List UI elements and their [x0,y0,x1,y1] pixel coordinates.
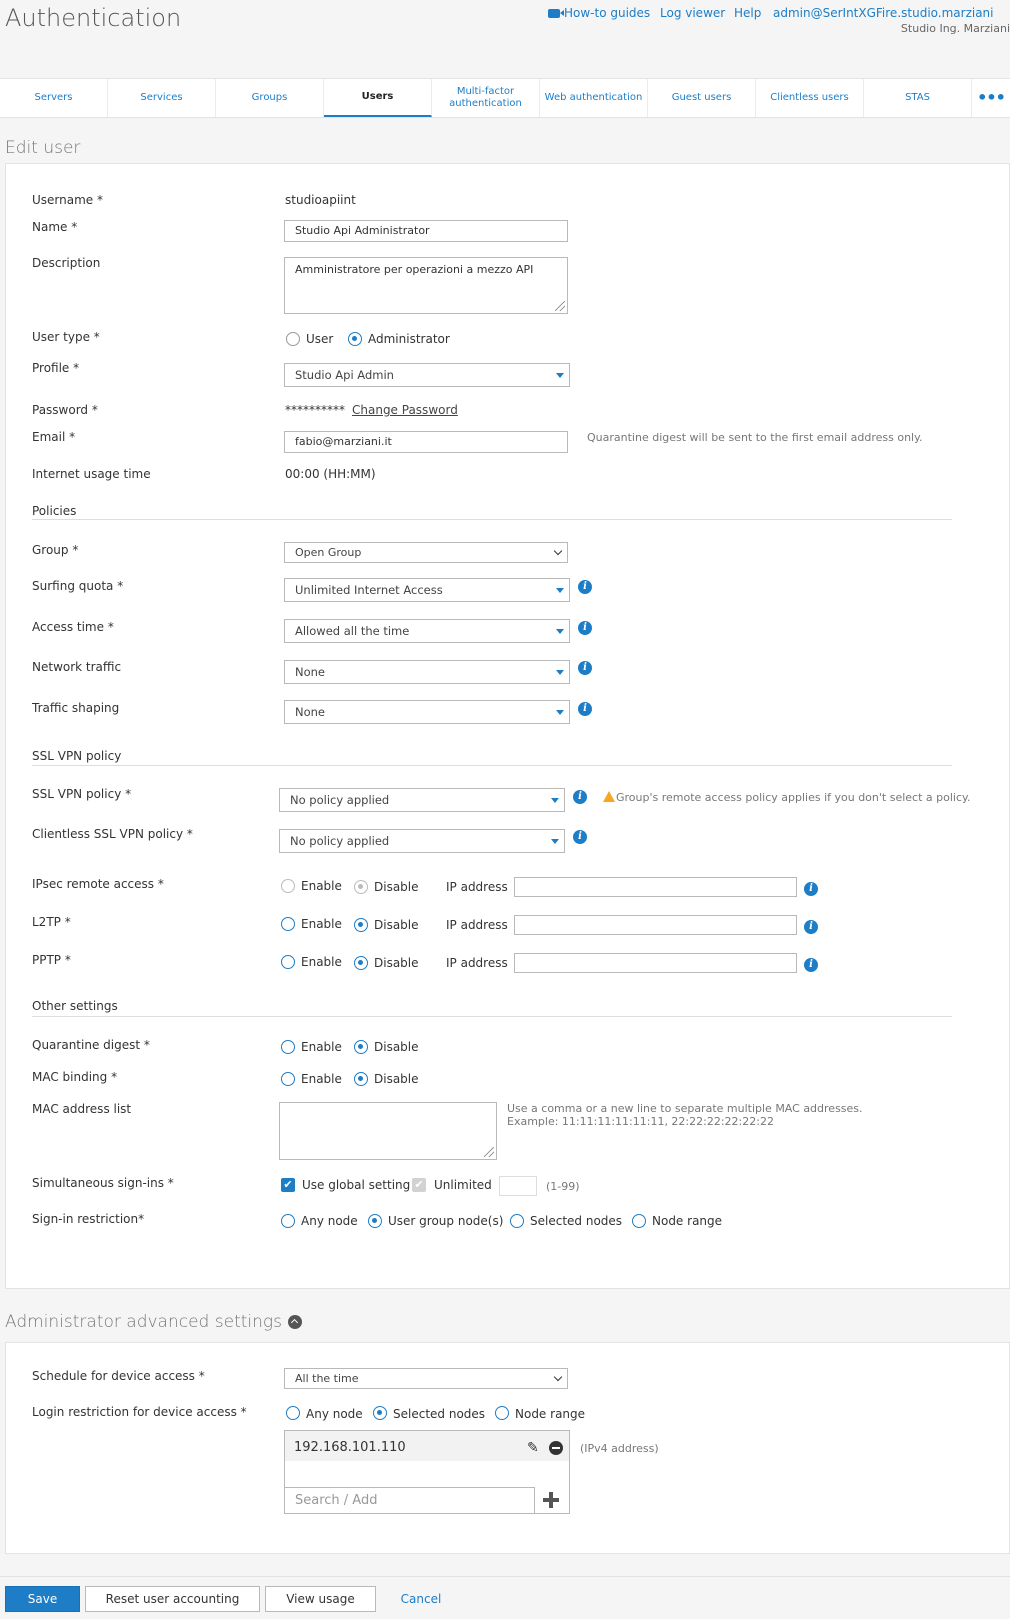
other-settings-heading: Other settings [32,999,118,1013]
user-type-administrator-radio[interactable] [348,332,362,346]
info-icon[interactable]: i [573,790,587,804]
l2tp-label: L2TP * [32,915,71,929]
reset-user-accounting-button[interactable]: Reset user accounting [85,1586,260,1612]
name-label: Name * [32,220,78,234]
internet-usage-label: Internet usage time [32,467,151,481]
surfing-quota-select[interactable] [284,578,570,602]
mac-address-list-label: MAC address list [32,1102,132,1116]
mac-binding-disable-radio[interactable] [354,1072,368,1086]
user-type-label: User type * [32,330,100,344]
access-time-select[interactable] [284,619,570,643]
pptp-label: PPTP * [32,953,71,967]
group-value: Open Group [295,546,362,559]
ipsec-ip-address-input[interactable] [514,877,797,897]
ipsec-label: IPsec remote access * [32,877,164,891]
caret-down-icon [556,710,564,715]
video-icon [548,9,560,18]
login-selected-nodes-radio[interactable] [373,1406,387,1420]
l2tp-ip-address-label: IP address [446,918,508,932]
page-title: Authentication [5,4,182,32]
quarantine-disable-label: Disable [374,1040,419,1054]
signin-selected-nodes-label: Selected nodes [530,1214,623,1228]
login-any-node-label: Any node [306,1407,363,1421]
name-input[interactable]: Studio Api Administrator [284,220,568,242]
more-tabs-icon[interactable]: ••• [977,88,1005,107]
organization-name: Studio Ing. Marziani [900,22,1010,35]
node-ip-value: 192.168.101.110 [294,1440,406,1455]
view-usage-button[interactable]: View usage [265,1586,376,1612]
user-account-link[interactable]: admin@SerIntXGFire.studio.marziani [773,6,994,20]
pptp-ip-address-input[interactable] [514,953,797,973]
use-global-setting-checkbox[interactable]: ✔ [281,1178,295,1192]
log-viewer-link[interactable]: Log viewer [660,6,726,20]
pptp-disable-radio[interactable] [354,956,368,970]
password-label: Password * [32,403,98,417]
l2tp-enable-label: Enable [301,917,342,931]
group-select[interactable] [284,542,568,563]
user-type-administrator-label: Administrator [368,332,450,346]
description-textarea[interactable] [284,257,568,314]
signin-any-node-label: Any node [301,1214,358,1228]
mac-address-textarea[interactable] [279,1102,497,1160]
signin-any-node-radio[interactable] [281,1214,295,1228]
caret-down-icon [551,839,559,844]
quarantine-enable-label: Enable [301,1040,342,1054]
policies-heading: Policies [32,504,77,518]
mac-binding-label: MAC binding * [32,1070,118,1084]
ipsec-disable-radio[interactable] [354,880,368,894]
traffic-shaping-label: Traffic shaping [32,701,120,715]
clientless-ssl-vpn-value: No policy applied [290,834,390,848]
email-input[interactable]: fabio@marziani.it [284,431,568,453]
schedule-device-access-select[interactable] [284,1368,568,1389]
profile-select[interactable] [284,363,570,387]
policies-divider [32,519,952,520]
tab-services[interactable]: Services [108,79,216,117]
login-restriction-label: Login restriction for device access * [32,1405,247,1419]
info-icon[interactable]: i [578,621,592,635]
info-icon[interactable]: i [578,580,592,594]
l2tp-enable-radio[interactable] [281,917,295,931]
email-label: Email * [32,430,76,444]
help-link[interactable]: Help [734,6,762,20]
l2tp-ip-address-input[interactable] [514,915,797,935]
cancel-link[interactable]: Cancel [400,1592,442,1606]
info-icon[interactable]: i [578,661,592,675]
signin-restriction-label: Sign-in restriction* [32,1212,145,1226]
clientless-ssl-vpn-label: Clientless SSL VPN policy * [32,827,193,841]
info-icon[interactable]: i [578,702,592,716]
ssl-vpn-policy-label: SSL VPN policy * [32,787,132,801]
how-to-guides-label: How-to guides [564,6,651,20]
username-label: Username * [32,193,103,207]
access-time-label: Access time * [32,620,114,634]
username-value: studioapiint [285,193,356,207]
description-label: Description [32,256,101,270]
ipv4-hint: (IPv4 address) [580,1442,659,1455]
mac-binding-enable-radio[interactable] [281,1072,295,1086]
mac-binding-disable-label: Disable [374,1072,419,1086]
caret-down-icon [551,798,559,803]
login-node-range-radio[interactable] [495,1406,509,1420]
signin-selected-nodes-radio[interactable] [510,1214,524,1228]
chevron-down-icon [554,1373,562,1381]
access-time-value: Allowed all the time [295,624,410,638]
user-type-user-radio[interactable] [286,332,300,346]
quarantine-disable-radio[interactable] [354,1040,368,1054]
ipsec-disable-label: Disable [374,880,419,894]
resize-grip-icon[interactable] [484,1147,494,1157]
pptp-ip-address-label: IP address [446,956,508,970]
group-label: Group * [32,543,79,557]
save-button[interactable]: Save [5,1586,80,1612]
admin-advanced-heading-text: Administrator advanced settings [5,1312,282,1332]
quarantine-digest-label: Quarantine digest * [32,1038,150,1052]
profile-value: Studio Api Admin [295,368,394,382]
resize-grip-icon[interactable] [555,301,565,311]
profile-label: Profile * [32,361,80,375]
tab-servers[interactable]: Servers [0,79,108,117]
l2tp-disable-radio[interactable] [354,918,368,932]
tab-groups[interactable]: Groups [216,79,324,117]
password-mask: ********** [285,403,345,417]
network-traffic-select[interactable] [284,660,570,684]
pptp-enable-label: Enable [301,955,342,969]
warning-icon [603,791,615,802]
ipsec-ip-address-label: IP address [446,880,508,894]
caret-down-icon [556,373,564,378]
ssl-vpn-warning: Group's remote access policy applies if you don't select a policy. [616,791,971,804]
tab-multi-factor-authentication[interactable]: Multi-factor authentication [432,79,540,117]
ipsec-enable-label: Enable [301,879,342,893]
ssl-vpn-policy-select[interactable] [279,788,565,812]
ssl-vpn-divider [32,765,952,766]
email-note: Quarantine digest will be sent to the first email address only. [587,431,923,444]
caret-down-icon [556,629,564,634]
simultaneous-signins-label: Simultaneous sign-ins * [32,1176,174,1190]
mac-note-line-2: Example: 11:11:11:11:11:11, 22:22:22:22:22:22 [507,1115,774,1128]
login-any-node-radio[interactable] [286,1406,300,1420]
unlimited-label: Unlimited [434,1178,492,1192]
how-to-guides-link[interactable] [548,6,650,20]
change-password-link[interactable]: Change Password [352,403,458,417]
tab-stas[interactable]: STAS [864,79,972,117]
remove-icon[interactable] [549,1441,563,1455]
simultaneous-signins-input[interactable] [499,1176,537,1196]
l2tp-disable-label: Disable [374,918,419,932]
mac-note-line-1: Use a comma or a new line to separate multiple MAC addresses. [507,1102,863,1115]
ssl-vpn-policy-value: No policy applied [290,793,390,807]
pptp-disable-label: Disable [374,956,419,970]
chevron-down-icon [554,547,562,555]
network-traffic-label: Network traffic [32,660,122,674]
mac-binding-enable-label: Enable [301,1072,342,1086]
caret-down-icon [556,588,564,593]
internet-usage-value: 00:00 (HH:MM) [285,467,376,481]
caret-down-icon [556,670,564,675]
range-hint: (1-99) [546,1180,580,1193]
use-global-setting-label: Use global setting [302,1178,411,1192]
add-plus-icon[interactable] [541,1490,561,1510]
user-type-user-label: User [306,332,334,346]
signin-user-group-nodes-radio[interactable] [368,1214,382,1228]
other-settings-divider [32,1016,952,1017]
login-selected-nodes-label: Selected nodes [393,1407,486,1421]
chevron-up-icon [288,1315,302,1329]
signin-node-range-radio[interactable] [632,1214,646,1228]
tab-bar [0,78,1010,118]
schedule-device-access-value: All the time [295,1372,359,1385]
search-add-input[interactable]: Search / Add [284,1487,535,1514]
tab-guest-users[interactable]: Guest users [648,79,756,117]
traffic-shaping-value: None [295,705,326,719]
login-node-range-label: Node range [515,1407,586,1421]
ssl-vpn-heading: SSL VPN policy [32,749,122,763]
info-icon[interactable]: i [804,882,818,896]
clientless-ssl-vpn-select[interactable] [279,829,565,853]
quarantine-enable-radio[interactable] [281,1040,295,1054]
info-icon[interactable]: i [804,958,818,972]
schedule-device-access-label: Schedule for device access * [32,1369,205,1383]
ipsec-enable-radio[interactable] [281,879,295,893]
surfing-quota-value: Unlimited Internet Access [295,583,443,597]
surfing-quota-label: Surfing quota * [32,579,124,593]
pptp-enable-radio[interactable] [281,955,295,969]
signin-user-group-nodes-label: User group node(s) [388,1214,504,1228]
admin-advanced-heading[interactable] [5,1312,302,1332]
edit-pencil-icon[interactable]: ✎ [527,1440,539,1456]
traffic-shaping-select[interactable] [284,700,570,724]
tab-web-authentication[interactable]: Web authentication [540,79,648,117]
info-icon[interactable]: i [804,920,818,934]
network-traffic-value: None [295,665,326,679]
tab-users[interactable]: Users [324,79,432,117]
signin-node-range-label: Node range [652,1214,723,1228]
unlimited-checkbox[interactable]: ✔ [412,1178,426,1192]
info-icon[interactable]: i [573,830,587,844]
description-text: Amministratore per operazioni a mezzo API [295,263,534,276]
tab-clientless-users[interactable]: Clientless users [756,79,864,117]
edit-user-heading: Edit user [5,138,81,158]
